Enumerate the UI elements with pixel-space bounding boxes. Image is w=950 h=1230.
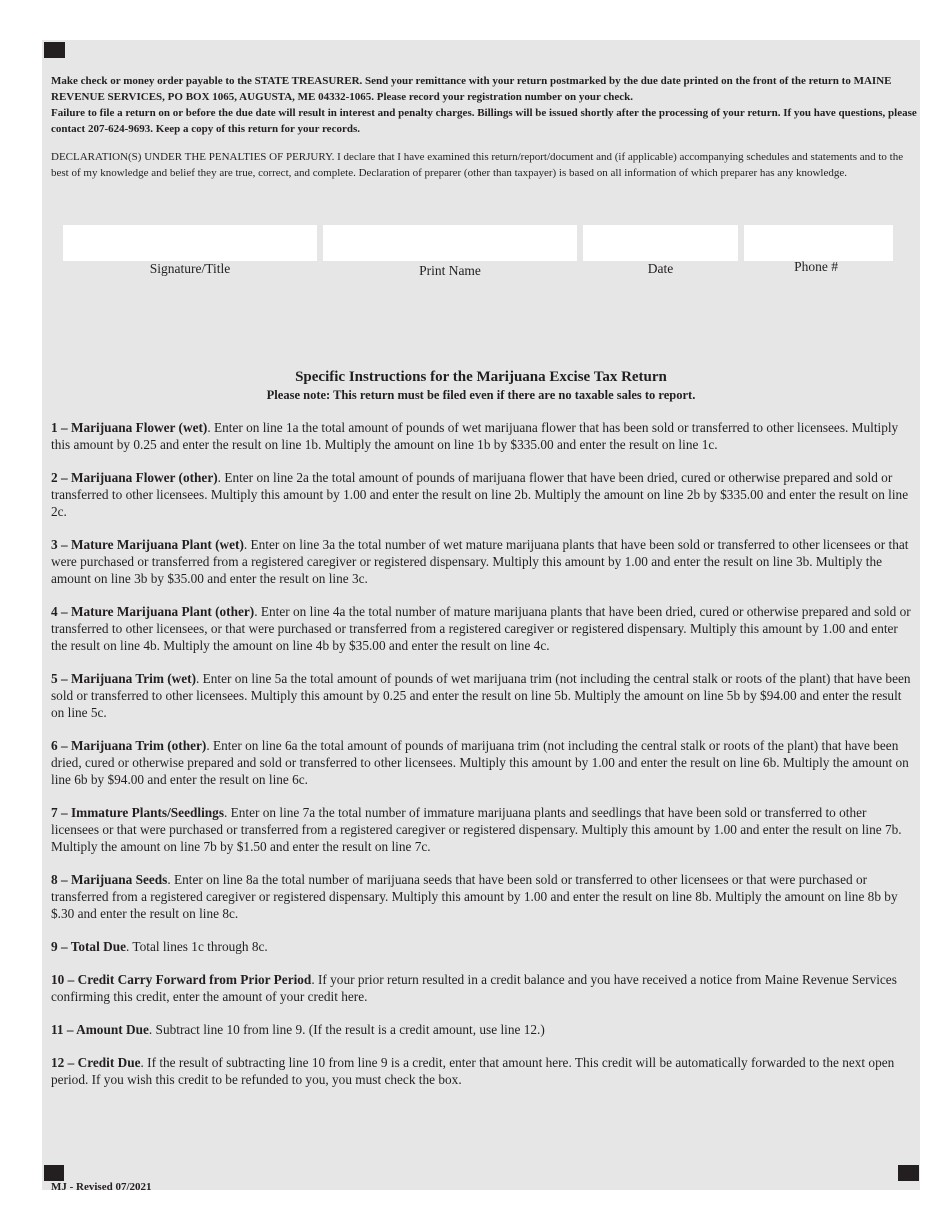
instruction-heading: 1 – Marijuana Flower (wet) xyxy=(51,420,208,435)
registration-mark-bottom-left xyxy=(44,1165,64,1181)
instruction-item xyxy=(51,536,917,587)
instruction-text: . Total lines 1c through 8c. xyxy=(126,939,268,954)
form-revision-footer: MJ - Revised 07/2021 xyxy=(51,1181,152,1193)
instruction-item xyxy=(51,670,917,721)
phone-label: Phone # xyxy=(794,259,838,274)
signature-label: Signature/Title xyxy=(149,261,231,276)
instruction-text: . Enter on line 1a the total amount of pounds of wet marijuana flower that has been sold or transferred to other licensees. Multiply this amount by 0.25 and enter the result on line 1b. Multiply the amount on line 1b by $335.00 and enter the result on line 1c. xyxy=(51,420,899,452)
registration-mark-bottom-right xyxy=(898,1165,919,1181)
instruction-heading: 5 – Marijuana Trim (wet) xyxy=(51,671,197,686)
instruction-heading: 9 – Total Due xyxy=(51,939,126,954)
print-name-label: Print Name xyxy=(419,263,481,278)
instruction-item xyxy=(51,603,917,654)
instruction-item xyxy=(51,938,917,955)
instructions-subtitle: Please note: This return must be filed even if there are no taxable sales to report. xyxy=(266,388,696,402)
instruction-item xyxy=(51,804,917,855)
instruction-text: . Enter on line 3a the total number of wet mature marijuana plants that have been sold or transferred to other licensees or that were purchased or transferred from a registered caregiver or registered dispensary. Multiply this amount by 1.00 and enter the result on line 3b. Multiply the amount on line 3b by $35.00 and enter the result on line 3c. xyxy=(51,537,909,586)
instruction-heading: 3 – Mature Marijuana Plant (wet) xyxy=(51,537,244,552)
instruction-text: . If the result of subtracting line 10 from line 9 is a credit, enter that amount here. This credit will be automatically forwarded to the next open period. If you wish this credit to be refunded to you, you must check the box. xyxy=(51,1055,895,1087)
instruction-text: . Enter on line 5a the total amount of pounds of wet marijuana trim (not including the central stalk or roots of the plant) that have been sold or transferred to other licensees. Multiply this amount by 0.25 and enter the result on line 5b. Multiply the amount on line 5b by $94.00 and enter the result on line 5c. xyxy=(51,671,911,720)
payment-instructions: Make check or money order payable to the STATE TREASURER. Send your remittance with your return postmarked by the due date printed on the front of the return to MAINE REVENUE SERVICES, PO BOX 1065, AUGUSTA, ME 04332-1065. Please record your registration number on your check. xyxy=(51,75,892,103)
instructions-title: Specific Instructions for the Marijuana Excise Tax Return xyxy=(295,369,667,385)
instruction-heading: 4 – Mature Marijuana Plant (other) xyxy=(51,604,255,619)
instruction-text: . Subtract line 10 from line 9. (If the result is a credit amount, use line 12.) xyxy=(148,1022,545,1037)
instruction-item xyxy=(51,737,917,788)
instruction-text: . Enter on line 2a the total amount of pounds of marijuana flower that have been dried, cured or otherwise prepared and sold or transferred to other licensees. Multiply this amount by 1.00 and enter the result on line 2b. Multiply the amount on line 2b by $335.00 and enter the result on line 2c. xyxy=(51,470,909,519)
phone-field[interactable] xyxy=(744,225,893,261)
instruction-item xyxy=(51,1054,917,1088)
instruction-item xyxy=(51,469,917,520)
perjury-declaration: DECLARATION(S) UNDER THE PENALTIES OF PERJURY. I declare that I have examined this return/report/document and (if applicable) accompanying schedules and statements and to the best of my knowledge and belief they are true, correct, and complete. Declaration of preparer (other than taxpayer) is based on all information of which preparer has any knowledge. xyxy=(51,151,904,179)
instructions-list xyxy=(51,419,917,1104)
date-label: Date xyxy=(647,261,674,276)
instruction-text: . Enter on line 7a the total number of immature marijuana plants and seedlings that have been sold or transferred to other licensees or that were purchased or transferred from a registered caregiver or registered dispensary. Multiply this amount by 1.00 and enter the result on line 7b. Multiply the amount on line 7b by $1.50 and enter the result on line 7c. xyxy=(51,805,902,854)
instruction-heading: 10 – Credit Carry Forward from Prior Period xyxy=(51,972,312,987)
instruction-text: . Enter on line 8a the total number of marijuana seeds that have been sold or transferred to other licensees or that were purchased or transferred from a registered caregiver or registered dispensary. Multiply this amount by 1.00 and enter the result on line 8b. Multiply the amount on line 8b by $.30 and enter the result on line 8c. xyxy=(51,872,898,921)
instruction-heading: 6 – Marijuana Trim (other) xyxy=(51,738,207,753)
print-name-field[interactable] xyxy=(323,225,577,261)
instruction-text: . Enter on line 6a the total amount of pounds of marijuana trim (not including the central stalk or roots of the plant) that have been dried, cured or otherwise prepared and sold or transferred to other licensees. Multiply this amount by 1.00 and enter the result on line 6b. Multiply the amount on line 6b by $94.00 and enter the result on line 6c. xyxy=(51,738,909,787)
instruction-item xyxy=(51,971,917,1005)
instruction-heading: 7 – Immature Plants/Seedlings xyxy=(51,805,224,820)
instruction-heading: 2 – Marijuana Flower (other) xyxy=(51,470,218,485)
penalty-notice: Failure to file a return on or before the due date will result in interest and penalty charges. Billings will be issued shortly after the processing of your return. If you have questions, please contact 207-624-9693. Keep a copy of this return for your records. xyxy=(51,107,917,135)
instruction-item xyxy=(51,419,917,453)
registration-mark-top-left xyxy=(44,42,65,58)
payment-notice xyxy=(51,73,917,137)
instruction-item xyxy=(51,871,917,922)
instruction-text: . Enter on line 4a the total number of mature marijuana plants that have been dried, cured or otherwise prepared and sold or transferred to other licensees, or that were purchased or transferred from a registered caregiver or registered dispensary. Multiply this amount by 1.00 and enter the result on line 4b. Multiply the amount on line 4b by $35.00 and enter the result on line 4c. xyxy=(51,604,911,653)
instruction-text: . If your prior return resulted in a credit balance and you have received a notice from Maine Revenue Services confirming this credit, enter the amount of your credit here. xyxy=(51,972,897,1004)
instruction-heading: 8 – Marijuana Seeds xyxy=(51,872,168,887)
instruction-item xyxy=(51,1021,917,1038)
instruction-heading: 11 – Amount Due xyxy=(51,1022,149,1037)
signature-field[interactable] xyxy=(63,225,317,261)
instruction-heading: 12 – Credit Due xyxy=(51,1055,141,1070)
date-field[interactable] xyxy=(583,225,738,261)
